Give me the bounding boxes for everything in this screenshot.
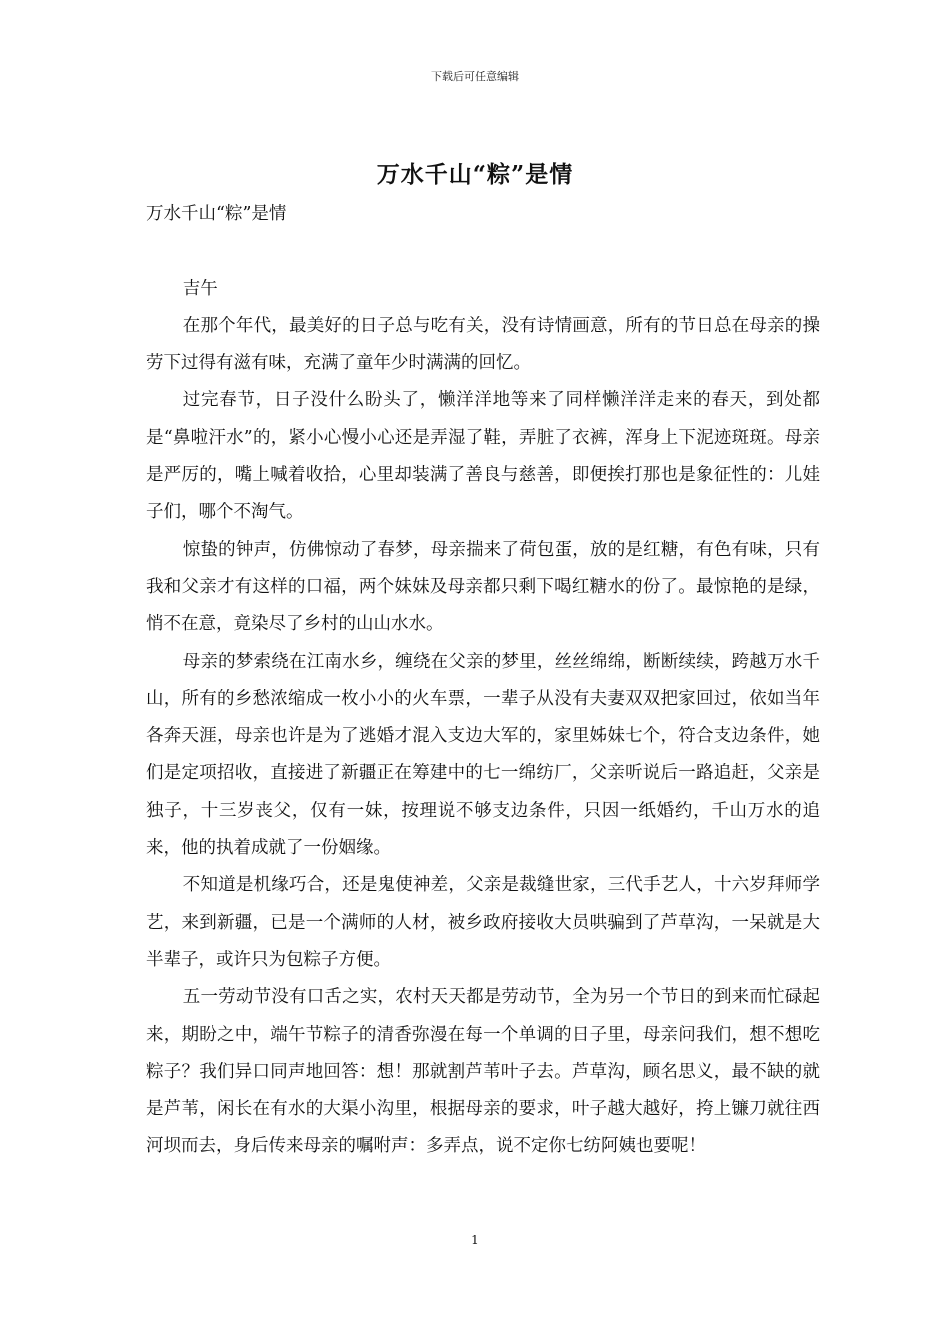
header-note: 下载后可任意编辑 bbox=[431, 70, 519, 83]
author-name: 吉午 bbox=[182, 278, 218, 299]
blank-line bbox=[146, 233, 820, 270]
paragraph: 不知道是机缘巧合，还是鬼使神差，父亲是裁缝世家，三代手艺人，十六岁拜师学艺，来到新疆，已是一个满师的人材，被乡政府接收大员哄骗到了芦草沟，一呆就是大半辈子，或许只为包粽子方便。 bbox=[146, 875, 820, 970]
document-title: 万水千山“粽”是情 bbox=[376, 161, 574, 188]
document-body bbox=[146, 196, 820, 1166]
paragraph: 过完春节，日子没什么盼头了，懒洋洋地等来了同样懒洋洋走来的春天，到处都是“鼻啦汗水”的，紧小心慢小心还是弄湿了鞋，弄脏了衣裤，浑身上下泥迹斑斑。母亲是严厉的，嘴上喊着收拾，心里却装满了善良与慈善，即便挨打那也是象征性的：儿娃子们，哪个不淘气。 bbox=[146, 390, 820, 523]
page-number: 1 bbox=[471, 1233, 479, 1247]
paragraph: 在那个年代，最美好的日子总与吃有关，没有诗情画意，所有的节日总在母亲的操劳下过得有滋有味，充满了童年少时满满的回忆。 bbox=[146, 315, 820, 374]
paragraph: 五一劳动节没有口舌之实，农村天天都是劳动节，全为另一个节日的到来而忙碌起来，期盼之中，端午节粽子的清香弥漫在每一个单调的日子里，母亲问我们，想不想吃粽子？我们异口同声地回答：想！那就割芦苇叶子去。芦草沟，顾名思义，最不缺的就是芦苇，闲长在有水的大渠小沟里，根据母亲的要求，叶子越大越好，挎上镰刀就往西河坝而去，身后传来母亲的嘱咐声：多弄点，说不定你七纺阿姨也要呢！ bbox=[146, 987, 820, 1157]
subtitle: 万水千山“粽”是情 bbox=[146, 204, 287, 224]
paragraph: 惊蛰的钟声，仿佛惊动了春梦，母亲揣来了荷包蛋，放的是红糖，有色有味，只有我和父亲才有这样的口福，两个妹妹及母亲都只剩下喝红糖水的份了。最惊艳的是绿，悄不在意，竟染尽了乡村的山山水水。 bbox=[146, 539, 820, 635]
paragraph: 母亲的梦索绕在江南水乡，缠绕在父亲的梦里，丝丝绵绵，断断续续，跨越万水千山，所有的乡愁浓缩成一枚小小的火车票，一辈子从没有夫妻双双把家回过，依如当年各奔天涯，母亲也许是为了逃婚才混入支边大军的，家里姊妹七个，符合支边条件，她们是定项招收，直接进了新疆正在筹建中的七一绵纺厂，父亲听说后一路追赶，父亲是独子，十三岁丧父，仅有一妹，按理说不够支边条件，只因一纸婚约，千山万水的追来，他的执着成就了一份姻缘。 bbox=[146, 651, 820, 859]
